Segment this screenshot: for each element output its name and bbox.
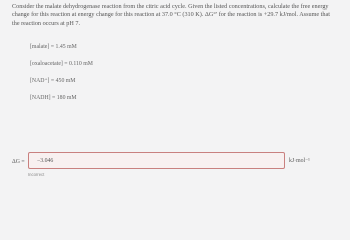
delta-g-value: −3.046: [37, 158, 54, 164]
nad-concentration: [NAD⁺] = 450 mM: [30, 78, 76, 84]
nadh-concentration: [NADH] = 180 mM: [30, 95, 77, 101]
malate-concentration: [malate] = 1.45 mM: [30, 44, 77, 50]
status-text: Incorrect: [28, 172, 45, 177]
delta-g-label: ΔG =: [12, 159, 25, 165]
oxaloacetate-concentration: [oxaloacetate] = 0.110 mM: [30, 61, 93, 67]
unit-label: kJ·mol⁻¹: [289, 158, 310, 164]
delta-g-input[interactable]: [28, 152, 285, 169]
question-text: Consider the malate dehydrogenase reaction from the citric acid cycle. Given the listed concentrations, calculate the free energy change for this reaction at energy change for this reaction at 37.0 °C (310 K). ΔG°′ for the reaction is +29.7 kJ/mol. Assume that the reaction occurs at pH 7.: [12, 3, 330, 27]
